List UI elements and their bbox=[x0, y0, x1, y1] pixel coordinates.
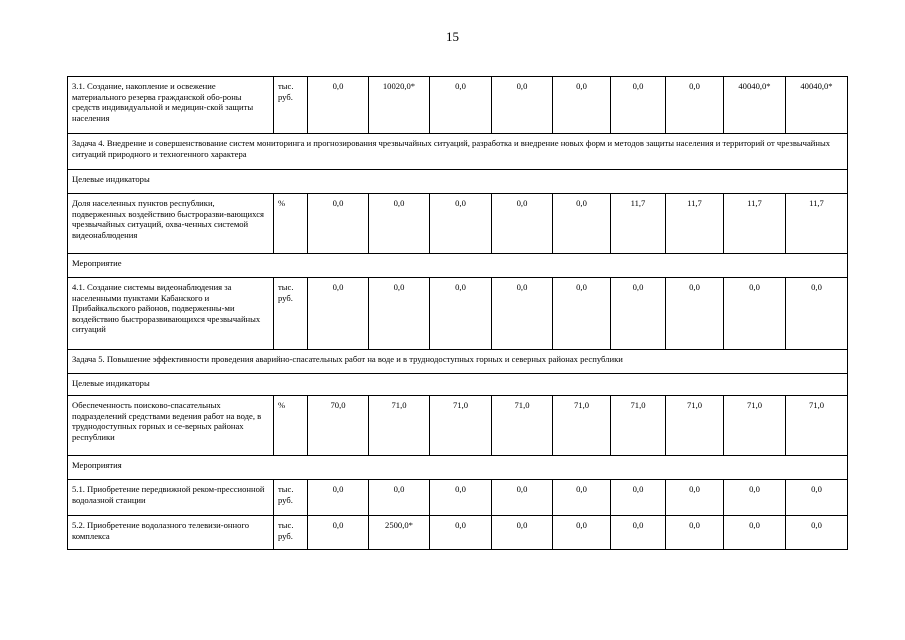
value-cell: 0,0 bbox=[492, 278, 553, 350]
value-cell: 0,0 bbox=[430, 77, 492, 134]
section-label: Мероприятие bbox=[68, 254, 848, 278]
value-cell: 71,0 bbox=[724, 396, 786, 456]
value-cell: 11,7 bbox=[666, 194, 724, 254]
value-cell: 0,0 bbox=[611, 278, 666, 350]
value-cell: 0,0 bbox=[724, 480, 786, 516]
program-indicators-table bbox=[67, 76, 848, 550]
section-row bbox=[68, 134, 848, 170]
value-cell: 0,0 bbox=[369, 194, 430, 254]
value-cell: 71,0 bbox=[492, 396, 553, 456]
value-cell: 0,0 bbox=[724, 278, 786, 350]
value-cell: 71,0 bbox=[611, 396, 666, 456]
value-cell: 0,0 bbox=[492, 77, 553, 134]
value-cell: 71,0 bbox=[786, 396, 848, 456]
section-label: Целевые индикаторы bbox=[68, 374, 848, 396]
value-cell: 40040,0* bbox=[786, 77, 848, 134]
row-label: 3.1. Создание, накопление и освежение материального резерва гражданской обо-роны средств индивидуальной и медицин-ской защиты населения bbox=[68, 77, 274, 134]
value-cell: 0,0 bbox=[430, 278, 492, 350]
value-cell: 71,0 bbox=[666, 396, 724, 456]
value-cell: 0,0 bbox=[308, 194, 369, 254]
value-cell: 71,0 bbox=[553, 396, 611, 456]
unit-cell: тыс. руб. bbox=[274, 77, 308, 134]
page-number: 15 bbox=[446, 29, 459, 44]
task-heading: Задача 4. Внедрение и совершенствование систем мониторинга и прогнозирования чрезвычайных ситуаций, разработка и внедрение новых форм и методов защиты населения и территорий от чрезвычайных ситуаций природного и техногенного характера bbox=[68, 134, 848, 170]
value-cell: 0,0 bbox=[369, 480, 430, 516]
table-row bbox=[68, 77, 848, 134]
value-cell: 71,0 bbox=[430, 396, 492, 456]
value-cell: 0,0 bbox=[308, 480, 369, 516]
row-label: Обеспеченность поисково-спасательных подразделений средствами ведения работ на воде, в труднодоступных горных и се-верных районах республики bbox=[68, 396, 274, 456]
value-cell: 0,0 bbox=[611, 480, 666, 516]
value-cell: 0,0 bbox=[430, 516, 492, 550]
value-cell: 0,0 bbox=[786, 516, 848, 550]
value-cell: 11,7 bbox=[611, 194, 666, 254]
value-cell: 0,0 bbox=[308, 77, 369, 134]
row-label: Доля населенных пунктов республики, подверженных воздействию быстроразви-вающихся чрезвычайных ситуаций, охва-ченных системой видеонаблюдения bbox=[68, 194, 274, 254]
section-label: Целевые индикаторы bbox=[68, 170, 848, 194]
value-cell: 10020,0* bbox=[369, 77, 430, 134]
value-cell: 70,0 bbox=[308, 396, 369, 456]
value-cell: 0,0 bbox=[430, 480, 492, 516]
value-cell: 0,0 bbox=[369, 278, 430, 350]
unit-cell: тыс. руб. bbox=[274, 516, 308, 550]
value-cell: 0,0 bbox=[553, 278, 611, 350]
value-cell: 0,0 bbox=[492, 194, 553, 254]
value-cell: 2500,0* bbox=[369, 516, 430, 550]
value-cell: 71,0 bbox=[369, 396, 430, 456]
task-heading: Задача 5. Повышение эффективности проведения аварийно-спасательных работ на воде и в труднодоступных горных и северных районах республики bbox=[68, 350, 848, 374]
value-cell: 0,0 bbox=[666, 77, 724, 134]
value-cell: 0,0 bbox=[308, 278, 369, 350]
row-label: 5.2. Приобретение водолазного телевизи-онного комплекса bbox=[68, 516, 274, 550]
table-row bbox=[68, 396, 848, 456]
row-label: 4.1. Создание системы видеонаблюдения за населенными пунктами Кабанского и Прибайкальского районов, подверженны-ми воздействию быстроразвивающихся чрезвычайных ситуаций bbox=[68, 278, 274, 350]
value-cell: 0,0 bbox=[666, 278, 724, 350]
value-cell: 40040,0* bbox=[724, 77, 786, 134]
value-cell: 0,0 bbox=[492, 516, 553, 550]
unit-cell: тыс. руб. bbox=[274, 480, 308, 516]
value-cell: 0,0 bbox=[786, 480, 848, 516]
value-cell: 11,7 bbox=[724, 194, 786, 254]
section-row bbox=[68, 374, 848, 396]
value-cell: 0,0 bbox=[553, 480, 611, 516]
row-label: 5.1. Приобретение передвижной реком-прессионной водолазной станции bbox=[68, 480, 274, 516]
table-row bbox=[68, 516, 848, 550]
value-cell: 0,0 bbox=[553, 77, 611, 134]
section-row bbox=[68, 456, 848, 480]
value-cell: 0,0 bbox=[492, 480, 553, 516]
value-cell: 11,7 bbox=[786, 194, 848, 254]
unit-cell: тыс. руб. bbox=[274, 278, 308, 350]
section-row bbox=[68, 254, 848, 278]
value-cell: 0,0 bbox=[666, 516, 724, 550]
table-row bbox=[68, 278, 848, 350]
unit-cell: % bbox=[274, 396, 308, 456]
value-cell: 0,0 bbox=[611, 77, 666, 134]
value-cell: 0,0 bbox=[553, 194, 611, 254]
unit-cell: % bbox=[274, 194, 308, 254]
value-cell: 0,0 bbox=[308, 516, 369, 550]
value-cell: 0,0 bbox=[611, 516, 666, 550]
section-row bbox=[68, 350, 848, 374]
section-row bbox=[68, 170, 848, 194]
value-cell: 0,0 bbox=[553, 516, 611, 550]
table-row bbox=[68, 480, 848, 516]
section-label: Мероприятия bbox=[68, 456, 848, 480]
value-cell: 0,0 bbox=[666, 480, 724, 516]
value-cell: 0,0 bbox=[430, 194, 492, 254]
table-row bbox=[68, 194, 848, 254]
value-cell: 0,0 bbox=[724, 516, 786, 550]
value-cell: 0,0 bbox=[786, 278, 848, 350]
